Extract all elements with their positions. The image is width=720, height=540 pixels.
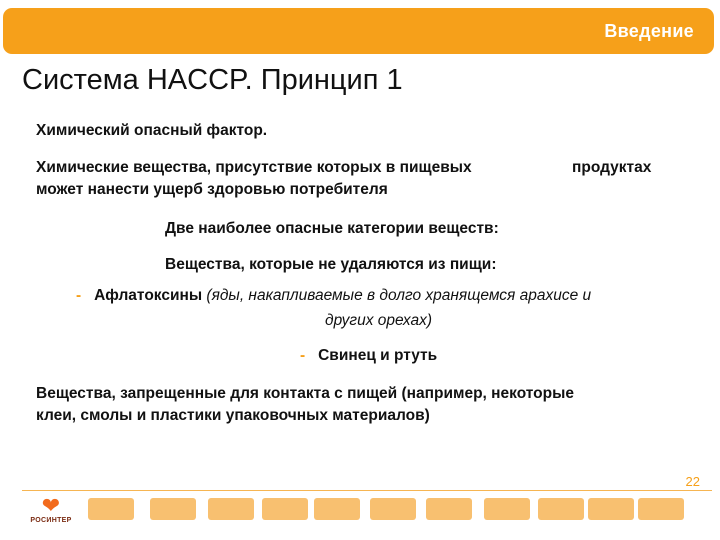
slide-title: Система HACCP. Принцип 1 bbox=[22, 64, 403, 96]
partner-logo-11 bbox=[638, 498, 684, 520]
partner-logo-5 bbox=[314, 498, 360, 520]
partner-logo-7 bbox=[426, 498, 472, 520]
rosinter-logo bbox=[26, 495, 76, 537]
footer-divider bbox=[22, 490, 712, 491]
section-label: Введение bbox=[604, 21, 694, 41]
dash-bullet: - bbox=[76, 287, 82, 304]
item-label: Афлатоксины bbox=[94, 287, 203, 304]
list-item-lead-mercury bbox=[300, 345, 437, 367]
partner-logo-1 bbox=[88, 498, 134, 520]
definition-line-1-end: продуктах bbox=[572, 159, 652, 176]
categories-heading: Две наиболее опасные категории веществ: bbox=[165, 220, 499, 237]
category-2-line-2: клеи, смолы и пластики упаковочных материалов) bbox=[36, 407, 430, 424]
partner-logo-10 bbox=[588, 498, 634, 520]
subtitle: Химический опасный фактор. bbox=[36, 122, 268, 139]
item-note: (яды, накапливаемые в долго хранящемся арахисе и bbox=[206, 287, 592, 304]
definition-line-1: Химические вещества, присутствие которых в пищевых bbox=[36, 159, 472, 176]
page-number: 22 bbox=[685, 474, 700, 489]
heart-icon: ❤ bbox=[41, 493, 61, 518]
logo-text: РОСИНТЕР bbox=[30, 517, 72, 524]
category-2-line-1: Вещества, запрещенные для контакта с пищей (например, некоторые bbox=[36, 385, 574, 402]
partner-logo-3 bbox=[208, 498, 254, 520]
dash-bullet: - bbox=[300, 347, 306, 364]
partner-logo-9 bbox=[538, 498, 584, 520]
list-item-aflatoxins bbox=[76, 285, 591, 307]
definition-line-2: может нанести ущерб здоровью потребителя bbox=[36, 181, 388, 198]
category-1-heading: Вещества, которые не удаляются из пищи: bbox=[165, 256, 497, 273]
partner-logo-8 bbox=[484, 498, 530, 520]
header-bar bbox=[3, 8, 714, 54]
partner-logo-4 bbox=[262, 498, 308, 520]
item-note-continued: других орехах) bbox=[325, 312, 433, 329]
partner-logo-2 bbox=[150, 498, 196, 520]
partner-logo-6 bbox=[370, 498, 416, 520]
item-label: Свинец и ртуть bbox=[318, 347, 438, 364]
